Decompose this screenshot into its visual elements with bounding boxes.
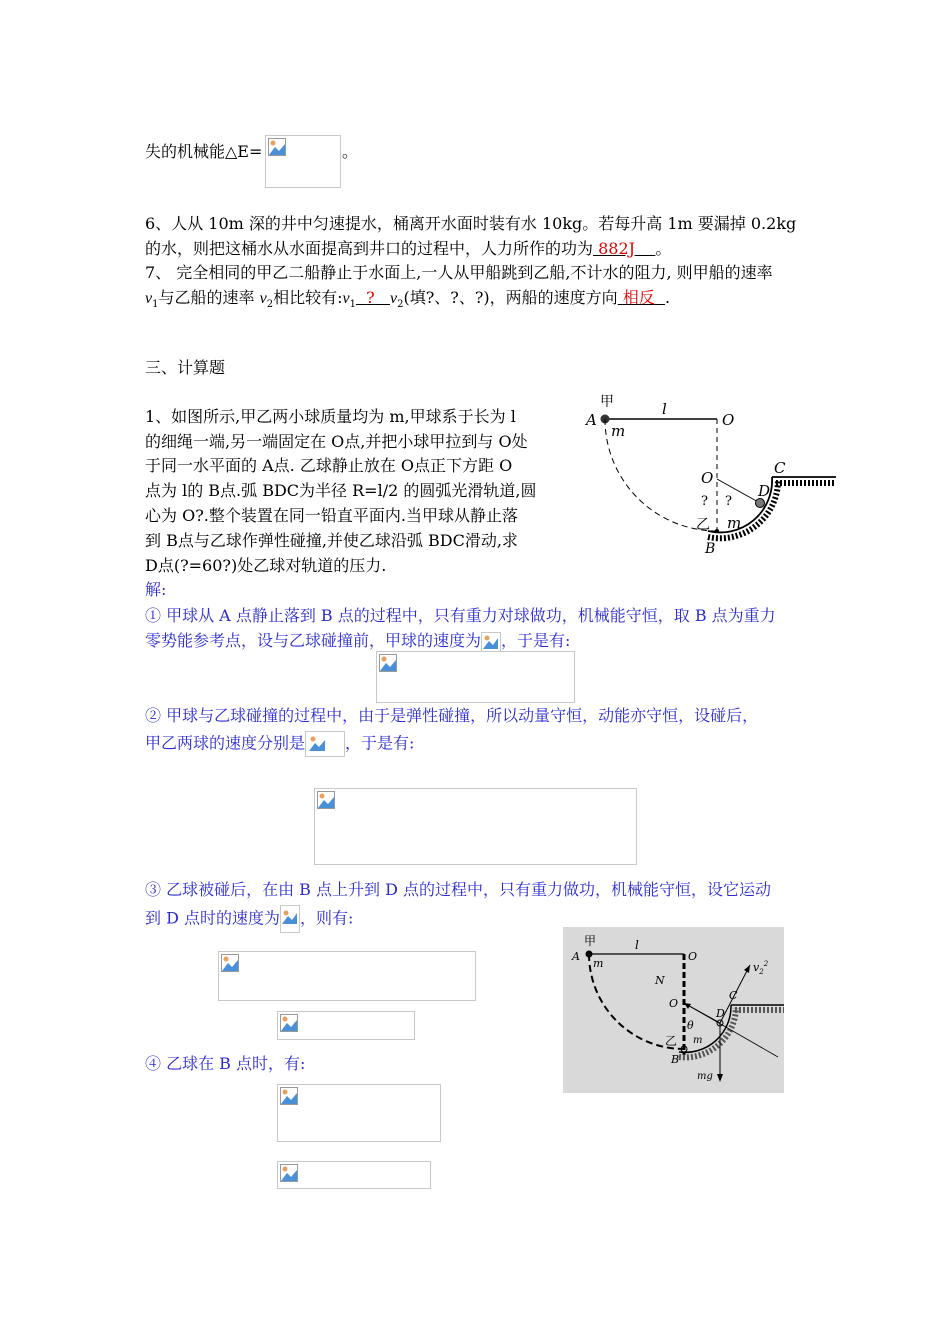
q6-answer: 882J [598,239,636,258]
problem-line-7: D点(?=60?)处乙球对轨道的压力. [145,556,387,575]
problem-line-6: 到 B点与乙球作弹性碰撞,并使乙球沿弧 BDC滑动,求 [145,531,518,550]
figure-1-diagram [580,392,840,558]
step3-line2: 到 D 点时的速度为 ，则有: [145,905,353,933]
broken-image-icon [379,654,397,672]
label2-yi: 乙 [665,1034,678,1048]
q7-answer2: 相反 [622,288,655,307]
velocity-placeholder-3 [280,905,300,933]
formula-2-placeholder [314,788,637,865]
top-end: 。 [342,142,359,161]
label2-b: B [671,1053,680,1066]
label-o: O [722,411,735,429]
q6-line2-pre: 的水，则把这桶水从水面提高到井口的过程中，人力所作的功为 [145,239,594,258]
solution-label: 解: [145,580,167,599]
q7-line2: $v_1$与乙船的速率 $v_2$相比较有$:v_1$ ? $v_2$(填?、?、?)，两船的速度方向 相反 . [145,288,671,311]
label2-d: D [716,1007,725,1020]
radius-line [717,479,760,503]
label2-m: m [593,957,604,970]
label-o-prime: O [701,469,714,487]
broken-image-icon [482,633,498,649]
step3-line1: ③ 乙球被碰后，在由 B 点上升到 D 点的过程中，只有重力做功，机械能守恒，设它运动 [145,880,772,899]
formula-image-placeholder [265,135,341,188]
label2-o-prime: O [669,997,679,1010]
step4-line: ④ 乙球在 B 点时，有: [145,1054,306,1073]
step1-line1: ① 甲球从 A 点静止落到 B 点的过程中，只有重力对球做功，机械能守恒，取 B 点为重力 [145,606,776,625]
label2-c: C [729,989,738,1002]
problem-line-2: 的细绳一端,另一端固定在 O点,并把小球甲拉到与 O处 [145,432,528,451]
section-title: 三、计算题 [145,358,226,377]
step2-line2: 甲乙两球的速度分别是 ，于是有: [145,731,414,757]
figure-2-force-diagram [563,927,784,1093]
step1-line2: 零势能参考点，设与乙球碰撞前，甲球的速度为 ，于是有: [145,631,571,650]
label-q2: ? [725,494,732,509]
label-d: D [758,482,771,500]
broken-image-icon [308,734,326,752]
label2-mg: mg [697,1071,713,1082]
broken-image-icon [280,1014,298,1032]
top-text: 失的机械能△E= [145,142,263,161]
label2-n: N [655,974,665,987]
label-b: B [705,541,716,557]
q7-answer: ? [366,288,375,307]
label2-jia: 甲 [584,934,597,948]
label-jia: 甲 [600,394,614,410]
label-yi: 乙 [696,517,710,533]
label2-v: $v_2^2$ [753,960,769,976]
label-m2: m [727,514,742,532]
broken-image-icon [268,138,286,156]
velocity-placeholder-2 [305,731,345,757]
broken-image-icon [221,954,239,972]
label-c: C [774,459,786,477]
label2-theta: θ [687,1019,694,1032]
q6-line2-post: 。 [655,239,672,258]
formula-5-placeholder [277,1084,441,1142]
label-l: l [662,400,667,418]
q7-line1: 7、 完全相同的甲乙二船静止于水面上,一人从甲船跳到乙船,不计水的阻力, 则甲船的速率 [145,263,773,282]
formula-6-placeholder [277,1161,431,1189]
label2-o: O [688,950,698,963]
formula-3-placeholder [218,951,476,1001]
label2-a: A [572,950,580,963]
step2-line1: ② 甲球与乙球碰撞的过程中，由于是弹性碰撞，所以动量守恒，动能亦守恒，设碰后， [145,706,759,725]
label-m: m [611,422,626,440]
problem-line-4: 点为 l的 B点.弧 BDC为半径 R=l/2 的圆弧光滑轨道,圆 [145,481,537,500]
problem-line-5: 心为 O?.整个装置在同一铅直平面内.当甲球从静止落 [145,506,518,525]
point-b [715,529,719,533]
label2-l: l [635,938,639,952]
label-a: A [586,411,597,429]
broken-image-icon [281,908,297,924]
formula-1-placeholder [376,651,575,703]
q6-line1: 6、人从 10m 深的井中匀速提水，桶离开水面时装有水 10kg。若每升高 1m 要漏掉 0.2kg [145,214,797,233]
q6-line2 [145,238,671,260]
velocity-placeholder-1 [481,632,501,652]
label2-m2: m [693,1035,703,1046]
broken-image-icon [280,1164,298,1182]
label-q1: ? [701,494,708,509]
formula-4-placeholder [277,1011,415,1040]
problem-line-3: 于同一水平面的 A点. 乙球静止放在 O点正下方距 O [145,456,513,475]
broken-image-icon [317,791,335,809]
broken-image-icon [280,1087,298,1105]
top-line [145,141,262,163]
problem-line-1: 1、如图所示,甲乙两小球质量均为 m,甲球系于长为 l [145,407,516,426]
